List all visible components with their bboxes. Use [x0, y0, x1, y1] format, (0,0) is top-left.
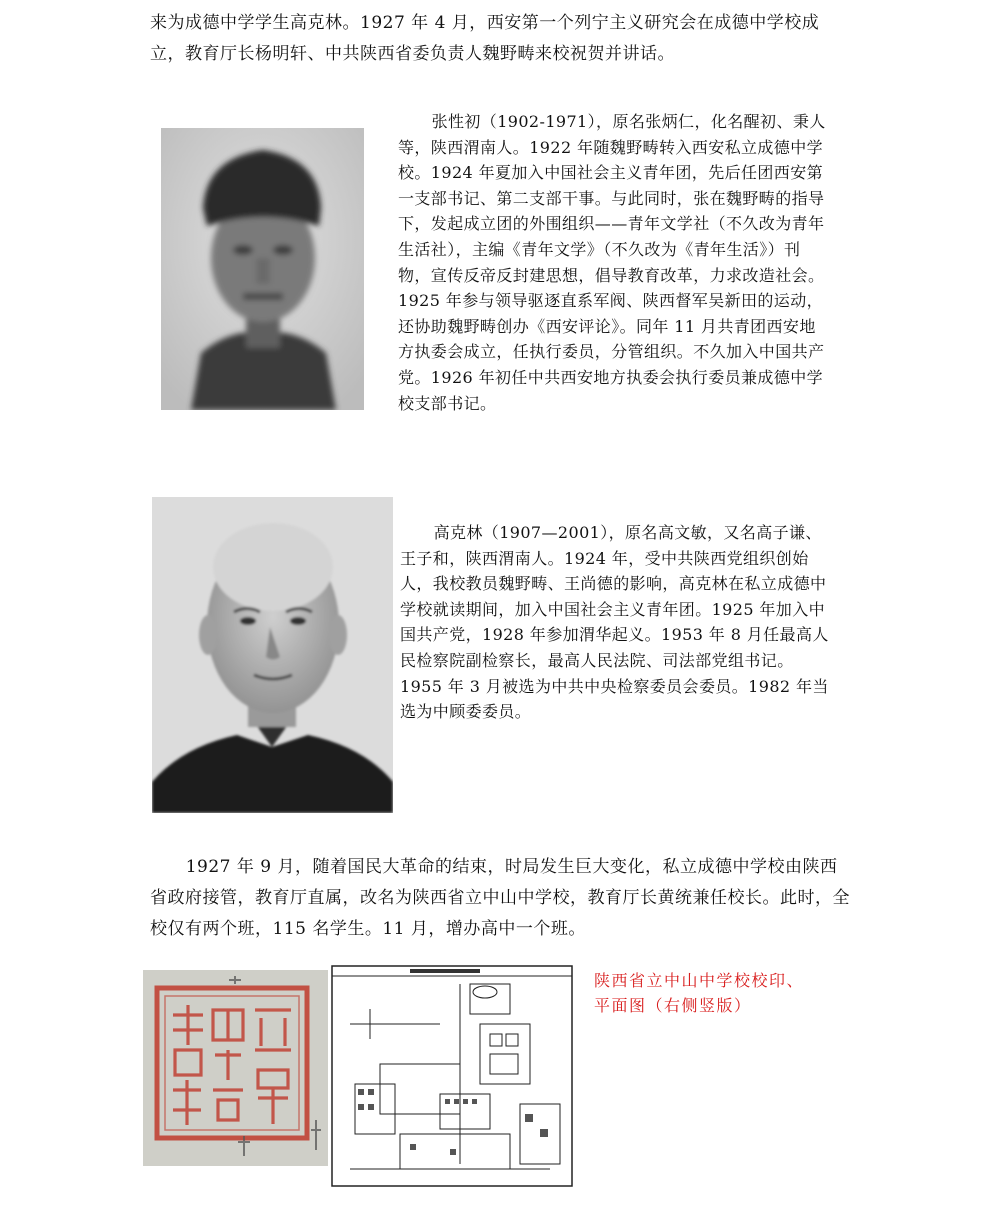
zhang-xingchu-portrait	[161, 128, 364, 410]
caption-line-2: 平面图（右侧竖版）	[594, 996, 752, 1015]
zhang-xingchu-biography: 张性初（1902-1971），原名张炳仁，化名醒初、秉人等，陕西渭南人。1922 年随魏野畴转入西安私立成德中学校。1924 年夏加入中国社会主义青年团，先后任团西安第一支部书记、第二支部干事。与此同时，张在魏野畴的指导下，发起成立团的外围组织——青年文学社（不久改为青年生活社），主编《青年文学》（不久改为《青年生活》）刊物，宣传反帝反封建思想，倡导教育改革，力求改造社会。1925 年参与领导驱逐直系军阀、陕西督军吴新田的运动，还协助魏野畴创办《西安评论》。同年 11 月共青团西安地方执委会成立，任执行委员，分管组织。不久加入中国共产党。1926 年初任中共西安地方执委会执行委员兼成德中学校支部书记。	[398, 112, 826, 413]
school-floor-plan-image	[330, 964, 574, 1188]
school-seal-image	[143, 970, 328, 1166]
caption-line-1: 陕西省立中山中学校校印、	[594, 971, 805, 990]
image-caption	[594, 968, 854, 1018]
intro-paragraph: 来为成德中学学生高克林。1927 年 4 月，西安第一个列宁主义研究会在成德中学校成立，教育厅长杨明轩、中共陕西省委负责人魏野畴来校祝贺并讲话。	[150, 13, 820, 64]
gao-kelin-biography: 高克林（1907—2001），原名高文敏，又名高子谦、王子和，陕西渭南人。1924 年，受中共陕西党组织创始人，我校教员魏野畴、王尚德的影响，高克林在私立成德中学校就读期间，加入中国社会主义青年团。1925 年加入中国共产党，1928 年参加渭华起义。1953 年 8 月任最高人民检察院副检察长，最高人民法院、司法部党组书记。1955 年 3 月被选为中共中央检察委员会委员。1982 年当选为中顾委委员。	[400, 523, 829, 722]
gao-kelin-portrait	[152, 497, 393, 813]
paragraph-1927: 1927 年 9 月，随着国民大革命的结束，时局发生巨大变化，私立成德中学校由陕西省政府接管，教育厅直属，改名为陕西省立中山中学校，教育厅长黄统兼任校长。此时，全校仅有两个班，115 名学生。11 月，增办高中一个班。	[150, 857, 850, 939]
